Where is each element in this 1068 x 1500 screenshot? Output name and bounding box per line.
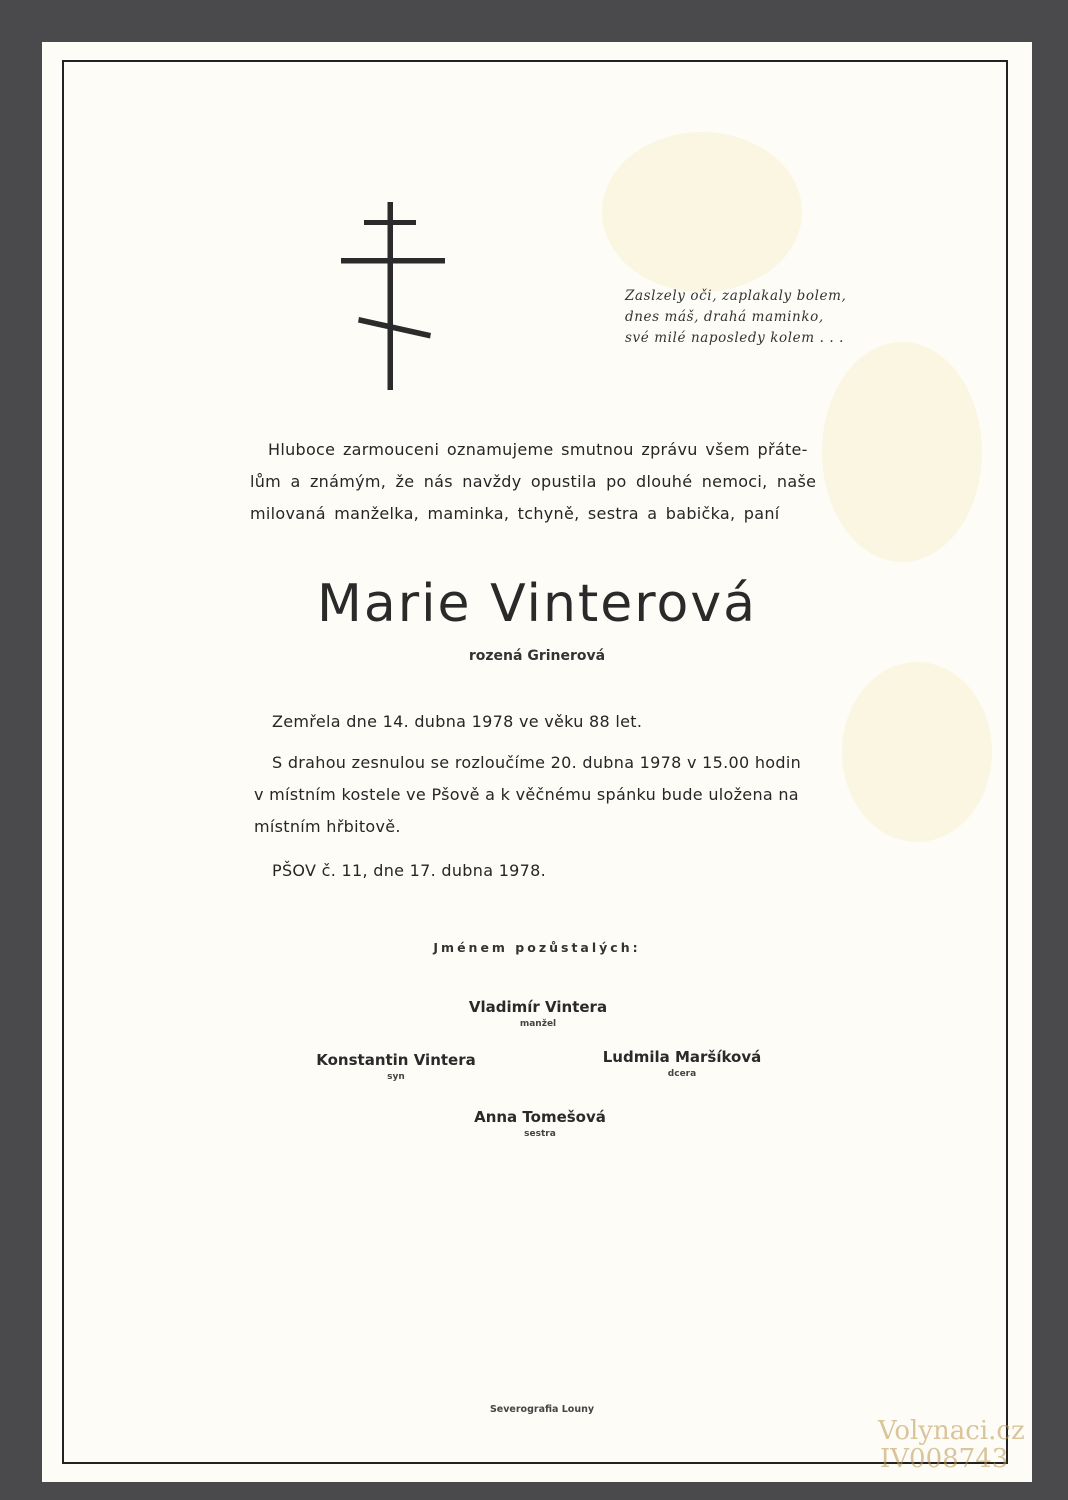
- poem-line: své milé naposledy kolem . . .: [625, 330, 845, 346]
- survivor-name: Ludmila Maršíková: [602, 1048, 762, 1066]
- survivor: [418, 998, 658, 1029]
- watermark-line: IV008743: [880, 1444, 1009, 1474]
- survivor-name: Konstantin Vintera: [316, 1051, 476, 1069]
- announcement-line: milovaná manželka, maminka, tchyně, sestra a babička, paní: [250, 504, 780, 523]
- announcement-text: [250, 434, 840, 530]
- maiden-name: rozená Grinerová: [468, 648, 606, 664]
- announcement-line: Hluboce zarmouceni oznamujeme smutnou zprávu všem přáte-: [268, 440, 808, 459]
- poem: [625, 286, 925, 349]
- on-behalf-label: Jménem pozůstalých:: [433, 940, 641, 955]
- announcement-line: lům a známým, že nás navždy opustila po dlouhé nemoci, naše: [250, 472, 817, 491]
- funeral-line: v místním kostele ve Pšově a k věčnému spánku bude uložena na: [254, 785, 799, 804]
- poem-line: dnes máš, drahá maminko,: [625, 309, 824, 325]
- survivor-relation: manžel: [519, 1019, 557, 1029]
- deceased-name: Marie Vinterová: [317, 574, 757, 634]
- survivor-relation: syn: [387, 1072, 405, 1082]
- death-date-line: Zemřela dne 14. dubna 1978 ve věku 88 let.: [272, 712, 643, 731]
- funeral-details: [254, 706, 854, 887]
- survivor-name: Anna Tomešová: [474, 1108, 606, 1126]
- survivor-relation: dcera: [667, 1069, 697, 1079]
- survivor-relation: sestra: [524, 1129, 556, 1139]
- orthodox-cross-icon: [341, 200, 447, 392]
- poem-line: Zaslzely oči, zaplakaly bolem,: [625, 288, 847, 304]
- funeral-line: místním hřbitově.: [254, 817, 401, 836]
- survivor: [562, 1048, 802, 1079]
- survivor: [420, 1108, 660, 1139]
- watermark-line: Volynaci.cz: [878, 1416, 1025, 1446]
- printer-imprint: Severografia Louny: [489, 1404, 595, 1415]
- survivor: [276, 1051, 516, 1082]
- survivor-name: Vladimír Vintera: [468, 998, 608, 1016]
- funeral-line: S drahou zesnulou se rozloučíme 20. dubna 1978 v 15.00 hodin: [272, 753, 802, 772]
- obituary-sheet: [42, 42, 1032, 1482]
- place-date-line: PŠOV č. 11, dne 17. dubna 1978.: [272, 861, 546, 880]
